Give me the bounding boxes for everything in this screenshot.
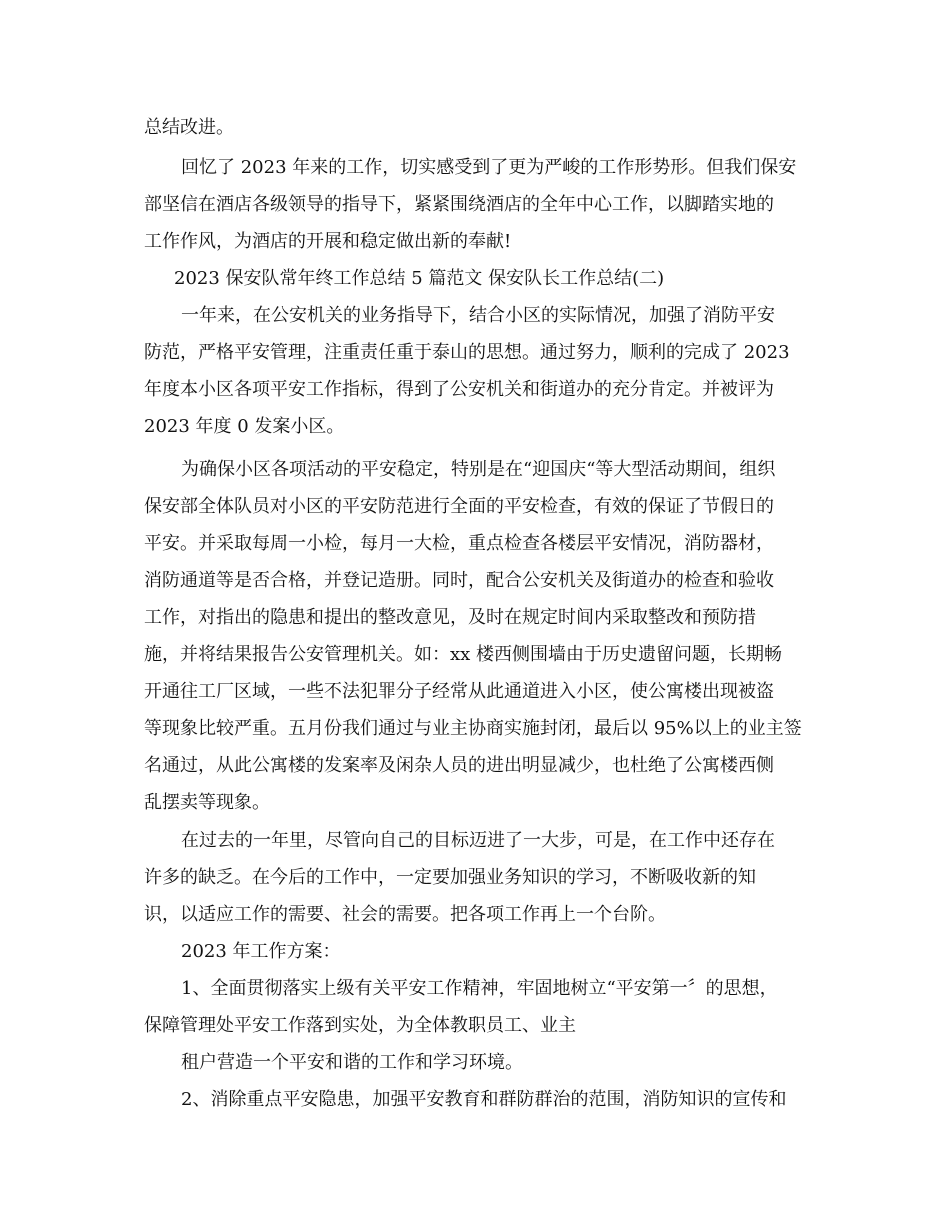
paragraph-line: 识，以适应工作的需要、社会的需要。把各项工作再上一个台阶。 bbox=[144, 904, 666, 925]
paragraph-line: 工作作风，为酒店的开展和稳定做出新的奉献! bbox=[144, 231, 512, 252]
paragraph-line: 回忆了 2023 年来的工作，切实感受到了更为严峻的工作形势形。但我们保安 bbox=[181, 157, 797, 178]
paragraph-line: 租户营造一个平安和谐的工作和学习环境。 bbox=[181, 1052, 523, 1073]
section-heading: 2023 年工作方案： bbox=[181, 941, 341, 962]
paragraph-line: 保障管理处平安工作落到实处，为全体教职员工、业主 bbox=[144, 1015, 576, 1036]
paragraph-line: 年度本小区各项平安工作指标，得到了公安机关和街道办的充分肯定。并被评为 bbox=[144, 379, 774, 400]
paragraph-line: 2、消除重点平安隐患，加强平安教育和群防群治的范围，消防知识的宣传和 bbox=[181, 1089, 787, 1110]
paragraph-line: 1、全面贯彻落实上级有关平安工作精神，牢固地树立“平安第一〞的思想， bbox=[181, 978, 778, 999]
paragraph-line: 2023 年度 0 发案小区。 bbox=[144, 416, 345, 437]
paragraph-line: 部坚信在酒店各级领导的指导下，紧紧围绕酒店的全年中心工作，以脚踏实地的 bbox=[144, 194, 774, 215]
paragraph-line: 一年来，在公安机关的业务指导下，结合小区的实际情况，加强了消防平安 bbox=[181, 305, 775, 326]
paragraph-line: 防范，严格平安管理，注重责任重于泰山的思想。通过努力，顺利的完成了 2023 bbox=[144, 342, 790, 363]
paragraph-line: 保安部全体队员对小区的平安防范进行全面的平安检查，有效的保证了节假日的 bbox=[144, 496, 774, 517]
paragraph-line: 平安。并采取每周一小检，每月一大检，重点检查各楼层平安情况，消防器材， bbox=[144, 533, 774, 554]
paragraph-line: 乱摆卖等现象。 bbox=[144, 792, 270, 813]
paragraph-line: 施，并将结果报告公安管理机关。如：xx 楼西侧围墙由于历史遗留问题，长期畅 bbox=[144, 644, 783, 665]
section-heading: 2023 保安队常年终工作总结 5 篇范文 保安队长工作总结(二) bbox=[174, 268, 665, 289]
paragraph-line: 为确保小区各项活动的平安稳定，特别是在“迎国庆“等大型活动期间，组织 bbox=[181, 459, 776, 480]
paragraph-line: 许多的缺乏。在今后的工作中，一定要加强业务知识的学习，不断吸收新的知 bbox=[144, 867, 756, 888]
paragraph-line: 总结改进。 bbox=[144, 117, 234, 138]
paragraph-line: 在过去的一年里，尽管向自己的目标迈进了一大步，可是，在工作中还存在 bbox=[181, 830, 775, 851]
paragraph-line: 等现象比较严重。五月份我们通过与业主协商实施封闭，最后以 95%以上的业主签 bbox=[144, 718, 802, 739]
paragraph-line: 开通往工厂区域，一些不法犯罪分子经常从此通道进入小区，使公寓楼出现被盗 bbox=[144, 681, 774, 702]
paragraph-line: 名通过，从此公寓楼的发案率及闲杂人员的进出明显减少，也杜绝了公寓楼西侧 bbox=[144, 755, 774, 776]
paragraph-line: 消防通道等是否合格，并登记造册。同时，配合公安机关及街道办的检查和验收 bbox=[144, 570, 774, 591]
paragraph-line: 工作，对指出的隐患和提出的整改意见，及时在规定时间内采取整改和预防措 bbox=[144, 607, 756, 628]
